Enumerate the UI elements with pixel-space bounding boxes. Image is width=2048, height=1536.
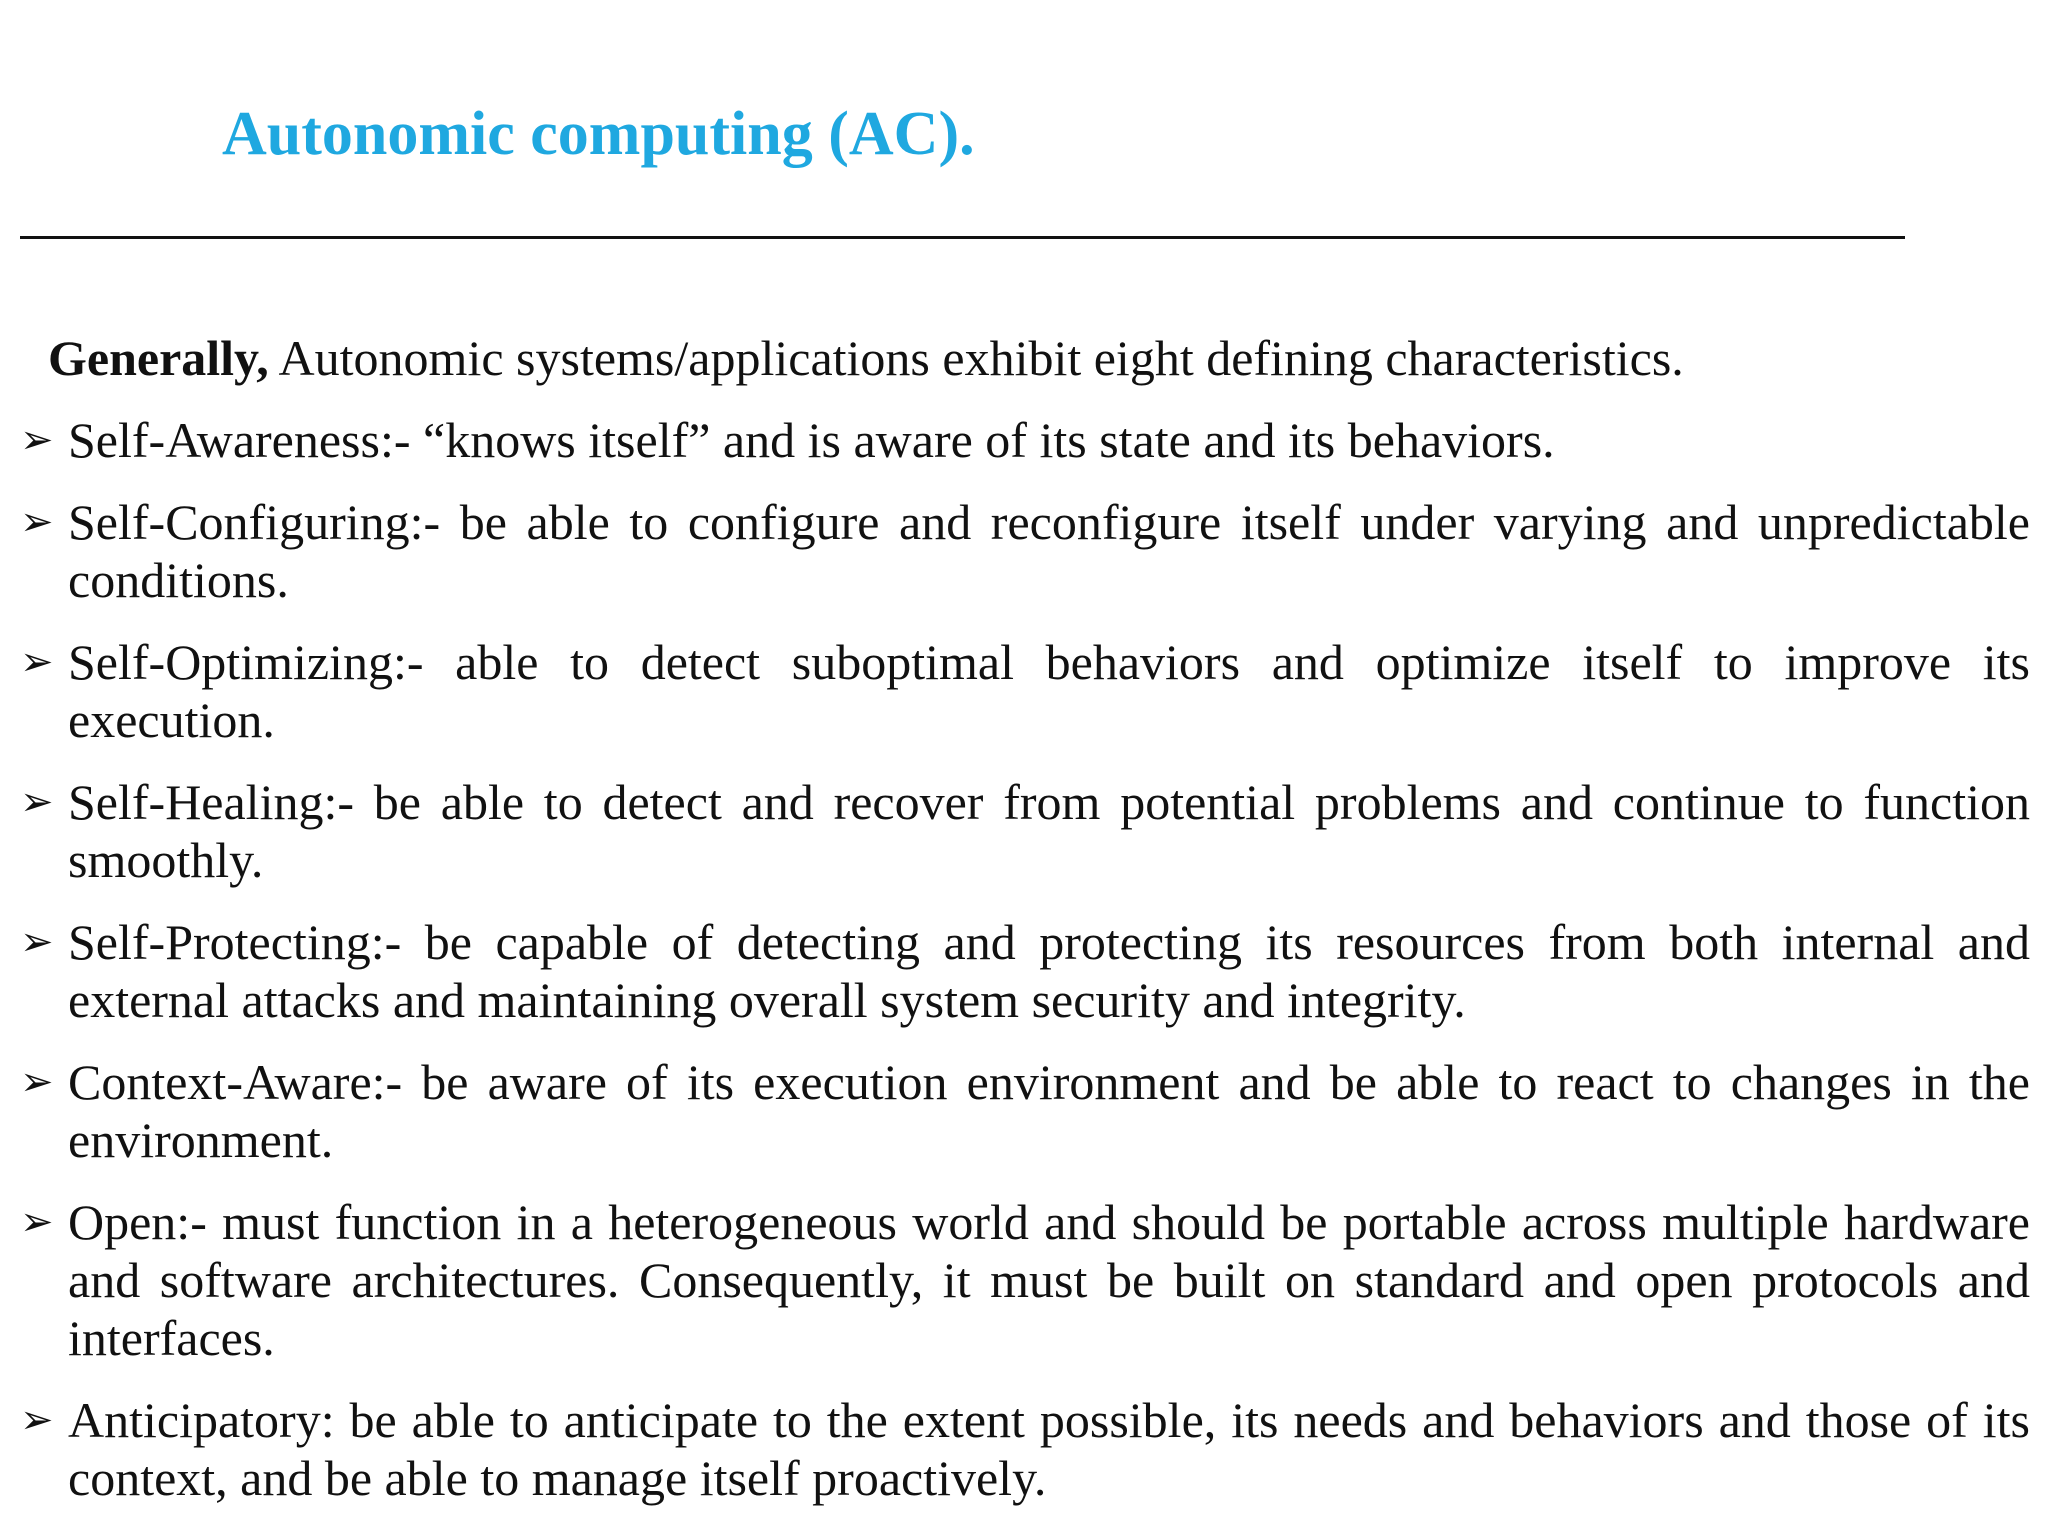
item-text: Self-Protecting:- be capable of detecting and protecting its resources from both internal and external attacks and maintaining overall system security and integrity.	[68, 914, 2030, 1028]
arrowhead-icon: ➢	[20, 1059, 54, 1105]
slide-title: Autonomic computing (AC).	[222, 100, 975, 168]
list-item-context-aware	[20, 1053, 2030, 1169]
list-item-self-awareness	[20, 411, 2030, 469]
arrowhead-icon: ➢	[20, 1397, 54, 1443]
intro-paragraph	[48, 328, 1684, 388]
item-text: Self-Healing:- be able to detect and recover from potential problems and continue to function smoothly.	[68, 774, 2030, 888]
characteristics-list	[20, 411, 2030, 1531]
item-text: Self-Optimizing:- able to detect suboptimal behaviors and optimize itself to improve its execution.	[68, 634, 2030, 748]
list-item-self-healing	[20, 773, 2030, 889]
item-text: Anticipatory: be able to anticipate to the extent possible, its needs and behaviors and those of its context, and be able to manage itself proactively.	[68, 1392, 2030, 1506]
arrowhead-icon: ➢	[20, 779, 54, 825]
item-text: Open:- must function in a heterogeneous world and should be portable across multiple hardware and software architectures. Consequently, it must be built on standard and open protocols and interfaces.	[68, 1194, 2030, 1366]
arrowhead-icon: ➢	[20, 639, 54, 685]
item-text: Context-Aware:- be aware of its execution environment and be able to react to changes in the environment.	[68, 1054, 2030, 1168]
intro-lead: Generally,	[48, 330, 269, 386]
title-divider	[20, 236, 1905, 239]
arrowhead-icon: ➢	[20, 417, 54, 463]
arrowhead-icon: ➢	[20, 919, 54, 965]
intro-text: Autonomic systems/applications exhibit eight defining characteristics.	[268, 330, 1684, 386]
item-text: Self-Configuring:- be able to configure and reconfigure itself under varying and unpredictable conditions.	[68, 494, 2030, 608]
list-item-open	[20, 1193, 2030, 1367]
arrowhead-icon: ➢	[20, 1199, 54, 1245]
arrowhead-icon: ➢	[20, 499, 54, 545]
list-item-self-protecting	[20, 913, 2030, 1029]
list-item-self-optimizing	[20, 633, 2030, 749]
list-item-anticipatory	[20, 1391, 2030, 1507]
list-item-self-configuring	[20, 493, 2030, 609]
item-text: Self-Awareness:- “knows itself” and is aware of its state and its behaviors.	[68, 412, 1555, 468]
